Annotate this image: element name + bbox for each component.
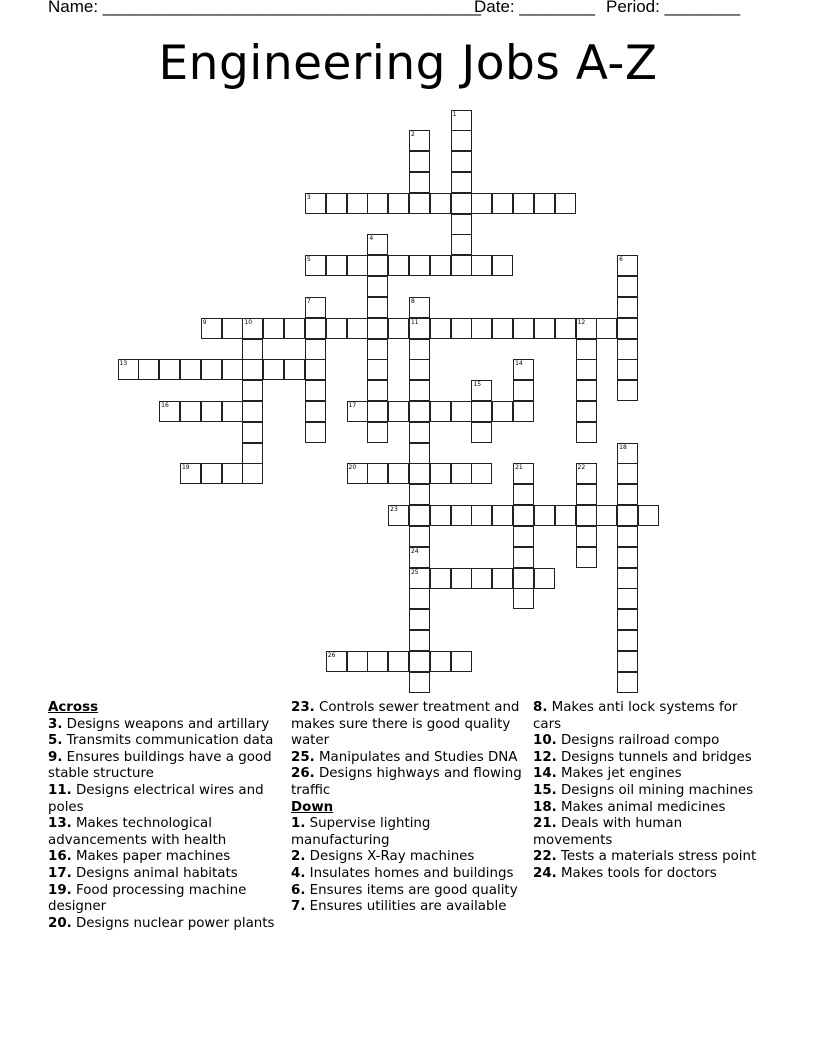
grid-cell[interactable] [576,401,597,422]
date-field[interactable]: Date: ________ [474,0,595,16]
grid-cell[interactable] [409,359,430,380]
grid-cell[interactable] [367,422,388,443]
clue-text: Transmits communication data [66,733,274,749]
grid-cell[interactable] [222,401,243,422]
grid-cell[interactable] [617,484,638,505]
grid-cell[interactable] [513,505,534,526]
grid-cell[interactable] [263,359,284,380]
clue-number: 20 [348,464,357,472]
across-clue [48,883,280,916]
clue-number: 12 [577,318,586,326]
grid-cell[interactable] [576,526,597,547]
clue-number-label: 6. [291,882,306,898]
grid-cell[interactable] [388,255,409,276]
grid-cell[interactable] [576,359,597,380]
grid-cell[interactable] [617,297,638,318]
clue-column-1 [48,700,280,932]
clue-text: Designs highways and flowing traffic [291,766,522,798]
down-clue [291,849,523,866]
grid-cell[interactable] [617,588,638,609]
clue-text: Makes paper machines [76,849,231,865]
down-clue [533,766,765,783]
grid-cell[interactable] [159,359,180,380]
grid-cell[interactable] [451,401,472,422]
clue-text: Ensures buildings have a good stable structure [48,749,272,782]
clue-number-label: 22. [533,849,557,865]
grid-cell[interactable] [471,401,492,422]
grid-cell[interactable] [367,339,388,360]
down-heading: Down [291,799,334,815]
grid-cell[interactable] [409,151,430,172]
clue-number-label: 3. [48,716,63,732]
grid-cell[interactable] [326,318,347,339]
across-clue [48,866,280,883]
grid-cell[interactable] [388,318,409,339]
down-clue [533,849,765,866]
grid-cell[interactable] [513,484,534,505]
grid-cell[interactable] [534,505,555,526]
clue-text: Food processing machine designer [48,882,247,915]
grid-cell[interactable] [430,401,451,422]
grid-cell[interactable] [617,339,638,360]
clue-number: 11 [410,318,419,326]
down-clue [291,866,523,883]
grid-cell[interactable] [430,318,451,339]
clue-number: 24 [410,547,419,555]
grid-cell[interactable] [367,401,388,422]
grid-cell[interactable] [451,463,472,484]
grid-cell[interactable] [242,380,263,401]
grid-cell[interactable] [534,318,555,339]
grid-cell[interactable] [471,193,492,214]
across-clue [48,733,280,750]
grid-cell[interactable] [263,318,284,339]
clue-column-2 [291,700,523,916]
grid-cell[interactable] [451,130,472,151]
grid-cell[interactable] [367,380,388,401]
clue-number-label: 21. [533,816,557,832]
clue-text: Designs nuclear power plants [76,915,275,931]
clue-number-label: 17. [48,865,72,881]
grid-cell[interactable] [492,255,513,276]
across-heading: Across [48,700,99,715]
grid-cell[interactable] [492,193,513,214]
clue-text: Makes animal medicines [561,799,726,815]
grid-cell[interactable] [409,339,430,360]
grid-cell[interactable] [409,443,430,464]
grid-cell[interactable] [430,505,451,526]
clue-text: Supervise lighting manufacturing [291,816,431,848]
clue-text: Makes tools for doctors [561,865,717,881]
grid-cell[interactable] [347,255,368,276]
grid-cell[interactable] [180,401,201,422]
clue-number: 5 [306,256,311,264]
grid-cell[interactable] [513,193,534,214]
clue-number: 1 [452,110,457,118]
grid-cell[interactable] [347,651,368,672]
grid-cell[interactable] [409,463,430,484]
grid-cell[interactable] [430,463,451,484]
grid-cell[interactable] [409,172,430,193]
grid-cell[interactable] [451,193,472,214]
grid-cell[interactable] [347,318,368,339]
grid-cell[interactable] [617,630,638,651]
clue-number-label: 26. [291,766,315,782]
grid-cell[interactable] [451,214,472,235]
grid-cell[interactable] [471,463,492,484]
clue-number: 23 [390,506,398,514]
clue-number-label: 18. [533,799,557,815]
grid-cell[interactable] [451,505,472,526]
grid-cell[interactable] [555,318,576,339]
clue-text: Designs X-Ray machines [309,849,475,865]
grid-cell[interactable] [451,234,472,255]
across-clue [291,750,523,767]
grid-cell[interactable] [430,193,451,214]
grid-cell[interactable] [430,651,451,672]
grid-cell[interactable] [242,359,263,380]
grid-cell[interactable] [388,651,409,672]
grid-cell[interactable] [409,651,430,672]
clue-number: 9 [202,318,207,326]
grid-cell[interactable] [471,422,492,443]
clue-text: Tests a materials stress point [561,849,757,865]
grid-cell[interactable] [617,463,638,484]
grid-cell[interactable] [513,401,534,422]
clue-text: Ensures items are good quality [309,882,518,898]
name-field[interactable]: Name: ________________________________________ [48,0,481,16]
grid-cell[interactable] [617,672,638,693]
grid-cell[interactable] [284,318,305,339]
clue-number: 16 [161,401,169,409]
grid-cell[interactable] [388,401,409,422]
grid-cell[interactable] [242,463,263,484]
clue-text: Designs railroad compo [561,733,720,749]
grid-cell[interactable] [617,380,638,401]
clue-number-label: 9. [48,749,63,765]
grid-cell[interactable] [617,359,638,380]
down-clue [533,733,765,750]
grid-cell[interactable] [596,505,617,526]
clue-column-3 [533,700,765,883]
down-clue [291,816,523,849]
grid-cell[interactable] [451,151,472,172]
clue-text: Designs oil mining machines [561,782,754,798]
across-clue [48,816,280,849]
grid-cell[interactable] [534,193,555,214]
grid-cell[interactable] [201,463,222,484]
clue-number-label: 23. [291,700,315,715]
grid-cell[interactable] [555,193,576,214]
grid-cell[interactable] [201,359,222,380]
grid-cell[interactable] [409,484,430,505]
grid-cell[interactable] [409,422,430,443]
down-clue [533,800,765,817]
clue-number: 18 [619,443,627,451]
grid-cell[interactable] [242,422,263,443]
clue-number: 8 [410,297,415,305]
clue-number-label: 5. [48,733,63,749]
grid-cell[interactable] [326,193,347,214]
grid-cell[interactable] [471,255,492,276]
grid-cell[interactable] [367,318,388,339]
across-clue [48,849,280,866]
clue-number: 21 [515,464,523,472]
grid-cell[interactable] [242,443,263,464]
clue-number-label: 1. [291,816,306,832]
grid-cell[interactable] [409,193,430,214]
down-clue [533,750,765,767]
down-clue [533,783,765,800]
grid-cell[interactable] [367,463,388,484]
clue-number: 10 [244,318,253,326]
grid-cell[interactable] [305,318,326,339]
grid-cell[interactable] [576,380,597,401]
grid-cell[interactable] [367,255,388,276]
page-title: Engineering Jobs A-Z [158,36,658,91]
clue-number-label: 19. [48,882,72,898]
grid-cell[interactable] [430,255,451,276]
grid-cell[interactable] [242,401,263,422]
grid-cell[interactable] [617,568,638,589]
grid-cell[interactable] [430,568,451,589]
grid-cell[interactable] [409,401,430,422]
grid-cell[interactable] [471,568,492,589]
down-clue [533,700,765,733]
clue-number-label: 11. [48,782,72,798]
grid-cell[interactable] [305,339,326,360]
grid-cell[interactable] [638,505,659,526]
clue-text: Manipulates and Studies DNA [319,749,518,765]
clue-number-label: 8. [533,700,548,715]
clue-number: 17 [348,401,357,409]
grid-cell[interactable] [409,526,430,547]
clue-number: 22 [577,464,586,472]
grid-cell[interactable] [326,255,347,276]
grid-cell[interactable] [492,505,513,526]
grid-cell[interactable] [617,651,638,672]
grid-cell[interactable] [534,568,555,589]
clue-number: 4 [369,235,374,243]
grid-cell[interactable] [471,505,492,526]
grid-cell[interactable] [409,380,430,401]
clue-number-label: 12. [533,749,557,765]
clue-number-label: 13. [48,816,72,832]
clue-number: 6 [619,256,623,264]
grid-cell[interactable] [451,255,472,276]
across-clue [48,916,280,933]
down-clue [533,866,765,883]
clue-number-label: 14. [533,766,557,782]
clue-number-label: 20. [48,915,72,931]
grid-cell[interactable] [367,651,388,672]
grid-cell[interactable] [388,193,409,214]
grid-cell[interactable] [305,422,326,443]
grid-cell[interactable] [409,588,430,609]
clue-number-label: 25. [291,749,315,765]
clue-number: 2 [410,131,415,139]
grid-cell[interactable] [305,359,326,380]
grid-cell[interactable] [242,339,263,360]
grid-cell[interactable] [305,380,326,401]
down-clue [533,816,765,849]
grid-cell[interactable] [513,526,534,547]
grid-cell[interactable] [617,526,638,547]
clue-number: 14 [515,360,523,368]
grid-cell[interactable] [492,401,513,422]
clue-text: Designs tunnels and bridges [561,749,752,765]
clue-text: Makes anti lock systems for cars [533,700,738,732]
clue-text: Designs animal habitats [76,865,238,881]
grid-cell[interactable] [367,359,388,380]
grid-cell[interactable] [222,359,243,380]
grid-cell[interactable] [513,588,534,609]
clue-number: 25 [410,568,419,576]
grid-cell[interactable] [222,318,243,339]
grid-cell[interactable] [451,568,472,589]
clue-text: Controls sewer treatment and makes sure there is good quality water [291,700,520,749]
grid-cell[interactable] [409,630,430,651]
grid-cell[interactable] [617,547,638,568]
across-clue [48,717,280,734]
grid-cell[interactable] [617,276,638,297]
grid-cell[interactable] [367,276,388,297]
grid-cell[interactable] [576,484,597,505]
grid-cell[interactable] [409,672,430,693]
grid-cell[interactable] [513,568,534,589]
clue-text: Designs weapons and artillary [66,716,270,732]
grid-cell[interactable] [513,380,534,401]
clue-number: 3 [306,193,311,201]
grid-cell[interactable] [513,547,534,568]
grid-cell[interactable] [305,401,326,422]
grid-cell[interactable] [576,505,597,526]
grid-cell[interactable] [471,318,492,339]
clue-number-label: 15. [533,782,557,798]
grid-cell[interactable] [617,609,638,630]
grid-cell[interactable] [180,359,201,380]
clue-number: 19 [181,464,190,472]
clue-number-label: 4. [291,865,306,881]
clue-text: Insulates homes and buildings [309,865,514,881]
clue-number-label: 16. [48,849,72,865]
grid-cell[interactable] [555,505,576,526]
clue-number-label: 7. [291,899,306,915]
clue-number-label: 2. [291,849,306,865]
grid-cell[interactable] [367,297,388,318]
grid-cell[interactable] [201,401,222,422]
clue-number: 15 [473,381,482,389]
across-clue [291,700,523,750]
clue-number: 26 [327,651,336,659]
grid-cell[interactable] [576,422,597,443]
across-clue [48,783,280,816]
clue-text: Makes jet engines [561,766,682,782]
grid-cell[interactable] [576,547,597,568]
grid-cell[interactable] [617,505,638,526]
grid-cell[interactable] [492,568,513,589]
clue-number-label: 10. [533,733,557,749]
grid-cell[interactable] [284,359,305,380]
clue-number-label: 24. [533,865,557,881]
clue-text: Ensures utilities are available [309,899,507,915]
clue-text: Designs electrical wires and poles [48,782,264,815]
grid-cell[interactable] [451,172,472,193]
clue-text: Deals with human movements [533,816,683,848]
grid-cell[interactable] [451,651,472,672]
grid-cell[interactable] [576,339,597,360]
across-clue [291,766,523,799]
grid-cell[interactable] [596,318,617,339]
grid-cell[interactable] [222,463,243,484]
clue-text: Makes technological advancements with health [48,816,227,848]
grid-cell[interactable] [513,318,534,339]
grid-cell[interactable] [367,193,388,214]
grid-cell[interactable] [409,505,430,526]
grid-cell[interactable] [451,318,472,339]
grid-cell[interactable] [492,318,513,339]
clue-number: 13 [119,360,128,368]
down-clue [291,899,523,916]
clue-number: 7 [306,297,311,305]
grid-cell[interactable] [409,609,430,630]
grid-cell[interactable] [347,193,368,214]
grid-cell[interactable] [617,318,638,339]
grid-cell[interactable] [388,463,409,484]
grid-cell[interactable] [138,359,159,380]
period-field[interactable]: Period: ________ [606,0,741,16]
grid-cell[interactable] [409,255,430,276]
down-clue [291,883,523,900]
across-clue [48,750,280,783]
